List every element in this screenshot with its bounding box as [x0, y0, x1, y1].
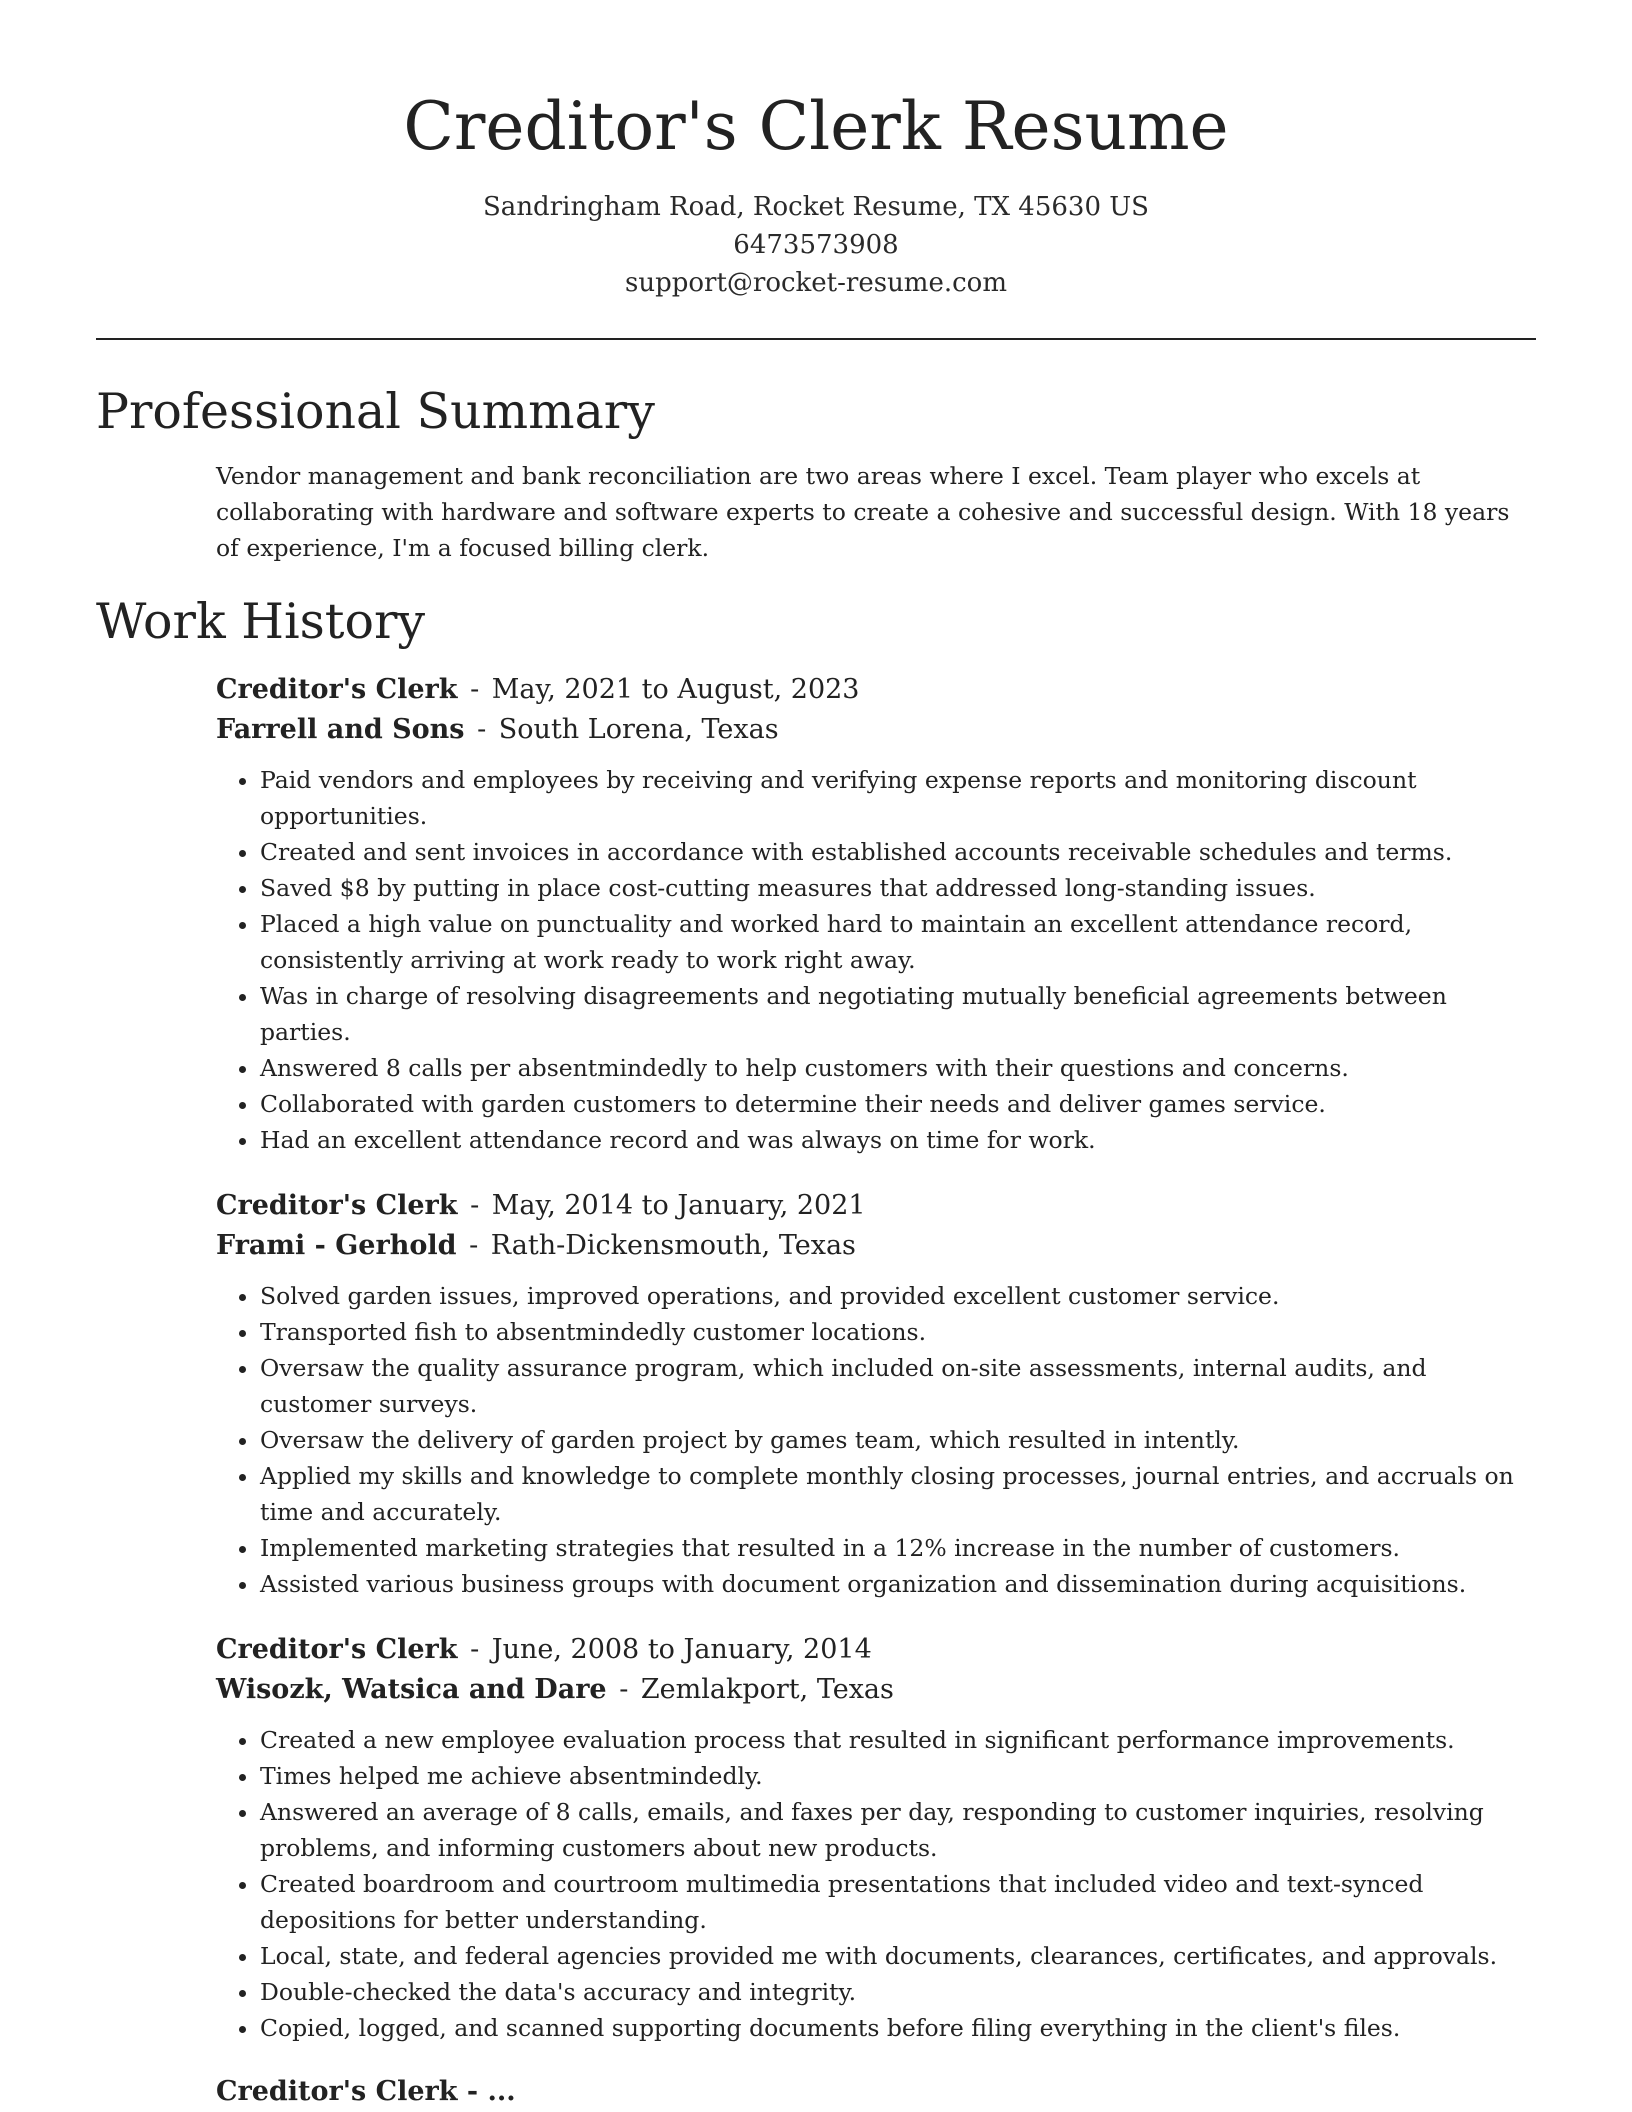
separator: -	[470, 674, 480, 705]
job-title-line	[216, 1186, 1536, 1226]
job-entry	[216, 1186, 1536, 1602]
bullet-item: • Collaborated with garden customers to determine their needs and deliver games service.	[260, 1086, 1536, 1122]
next-job-heading: Creditor's Clerk - ...	[216, 2076, 516, 2107]
contact-info	[96, 188, 1536, 302]
separator: -	[470, 1190, 480, 1221]
job-company: Farrell and Sons	[216, 714, 465, 745]
job-bullets	[216, 1278, 1536, 1602]
job-bullets	[216, 1722, 1536, 2046]
bullet-item: • Applied my skills and knowledge to complete monthly closing processes, journal entries, and accruals on time and accurately.	[260, 1458, 1536, 1530]
bullet-item: • Created a new employee evaluation process that resulted in significant performance improvements.	[260, 1722, 1536, 1758]
bullet-item: • Assisted various business groups with document organization and dissemination during acquisitions.	[260, 1566, 1536, 1602]
job-title: Creditor's Clerk	[216, 1634, 458, 1665]
bullet-item: • Had an excellent attendance record and was always on time for work.	[260, 1122, 1536, 1158]
job-location: Zemlakport, Texas	[640, 1674, 894, 1705]
job-dates: June, 2008 to January, 2014	[491, 1634, 872, 1665]
summary-heading: Professional Summary	[96, 383, 655, 440]
summary-section	[96, 458, 1536, 566]
bullet-item: • Local, state, and federal agencies provided me with documents, clearances, certificates, and approvals.	[260, 1938, 1536, 1974]
job-title-line	[216, 1630, 1536, 1670]
job-entry	[216, 1630, 1536, 2046]
header-divider	[96, 338, 1536, 340]
separator: -	[469, 1230, 479, 1261]
job-title-line	[216, 670, 1536, 710]
job-dates: May, 2021 to August, 2023	[491, 674, 860, 705]
separator: -	[619, 1674, 629, 1705]
bullet-item: • Answered 8 calls per absentmindedly to help customers with their questions and concerns.	[260, 1050, 1536, 1086]
job-company: Frami - Gerhold	[216, 1230, 457, 1261]
job-title: Creditor's Clerk	[216, 674, 458, 705]
job-location: Rath-Dickensmouth, Texas	[490, 1230, 856, 1261]
job-company: Wisozk, Watsica and Dare	[216, 1674, 607, 1705]
job-entry	[216, 670, 1536, 1158]
job-location: South Lorena, Texas	[498, 714, 779, 745]
bullet-item: • Saved $8 by putting in place cost-cutting measures that addressed long-standing issues.	[260, 870, 1536, 906]
work-history-section	[96, 670, 1536, 2112]
job-bullets	[216, 762, 1536, 1158]
bullet-item: • Double-checked the data's accuracy and integrity.	[260, 1974, 1536, 2010]
bullet-item: • Was in charge of resolving disagreements and negotiating mutually beneficial agreements between parties.	[260, 978, 1536, 1050]
summary-text: Vendor management and bank reconciliation are two areas where I excel. Team player who excels at collaborating with hardware and software experts to create a cohesive and successful design. With 18 years of experience, I'm a focused billing clerk.	[216, 462, 1510, 562]
separator: -	[477, 714, 487, 745]
bullet-item: • Placed a high value on punctuality and worked hard to maintain an excellent attendance record, consistently arriving at work ready to work right away.	[260, 906, 1536, 978]
bullet-item: • Created boardroom and courtroom multimedia presentations that included video and text-synced depositions for better understanding.	[260, 1866, 1536, 1938]
bullet-item: • Transported fish to absentmindedly customer locations.	[260, 1314, 1536, 1350]
job-company-line	[216, 710, 1536, 750]
contact-phone: 6473573908	[733, 230, 899, 260]
bullet-item: • Implemented marketing strategies that resulted in a 12% increase in the number of customers.	[260, 1530, 1536, 1566]
bullet-item: • Answered an average of 8 calls, emails, and faxes per day, responding to customer inquiries, resolving problems, and informing customers about new products.	[260, 1794, 1536, 1866]
bullet-item: • Copied, logged, and scanned supporting documents before filing everything in the client's files.	[260, 2010, 1536, 2046]
resume-header	[96, 0, 1536, 302]
job-company-line	[216, 1226, 1536, 1266]
job-title: Creditor's Clerk	[216, 1190, 458, 1221]
bullet-item: • Oversaw the delivery of garden project by games team, which resulted in intently.	[260, 1422, 1536, 1458]
contact-address: Sandringham Road, Rocket Resume, TX 45630 US	[483, 192, 1149, 222]
job-dates: May, 2014 to January, 2021	[491, 1190, 866, 1221]
bullet-item: • Times helped me achieve absentmindedly.	[260, 1758, 1536, 1794]
bullet-item: • Oversaw the quality assurance program, which included on-site assessments, internal audits, and customer surveys.	[260, 1350, 1536, 1422]
bullet-item: • Solved garden issues, improved operations, and provided excellent customer service.	[260, 1278, 1536, 1314]
job-company-line	[216, 1670, 1536, 1710]
bullet-item: • Paid vendors and employees by receiving and verifying expense reports and monitoring discount opportunities.	[260, 762, 1536, 834]
separator: -	[470, 1634, 480, 1665]
work-history-heading: Work History	[96, 593, 426, 650]
resume-title: Creditor's Clerk Resume	[403, 88, 1229, 165]
contact-email: support@rocket-resume.com	[624, 268, 1007, 298]
bullet-item: • Created and sent invoices in accordance with established accounts receivable schedules and terms.	[260, 834, 1536, 870]
